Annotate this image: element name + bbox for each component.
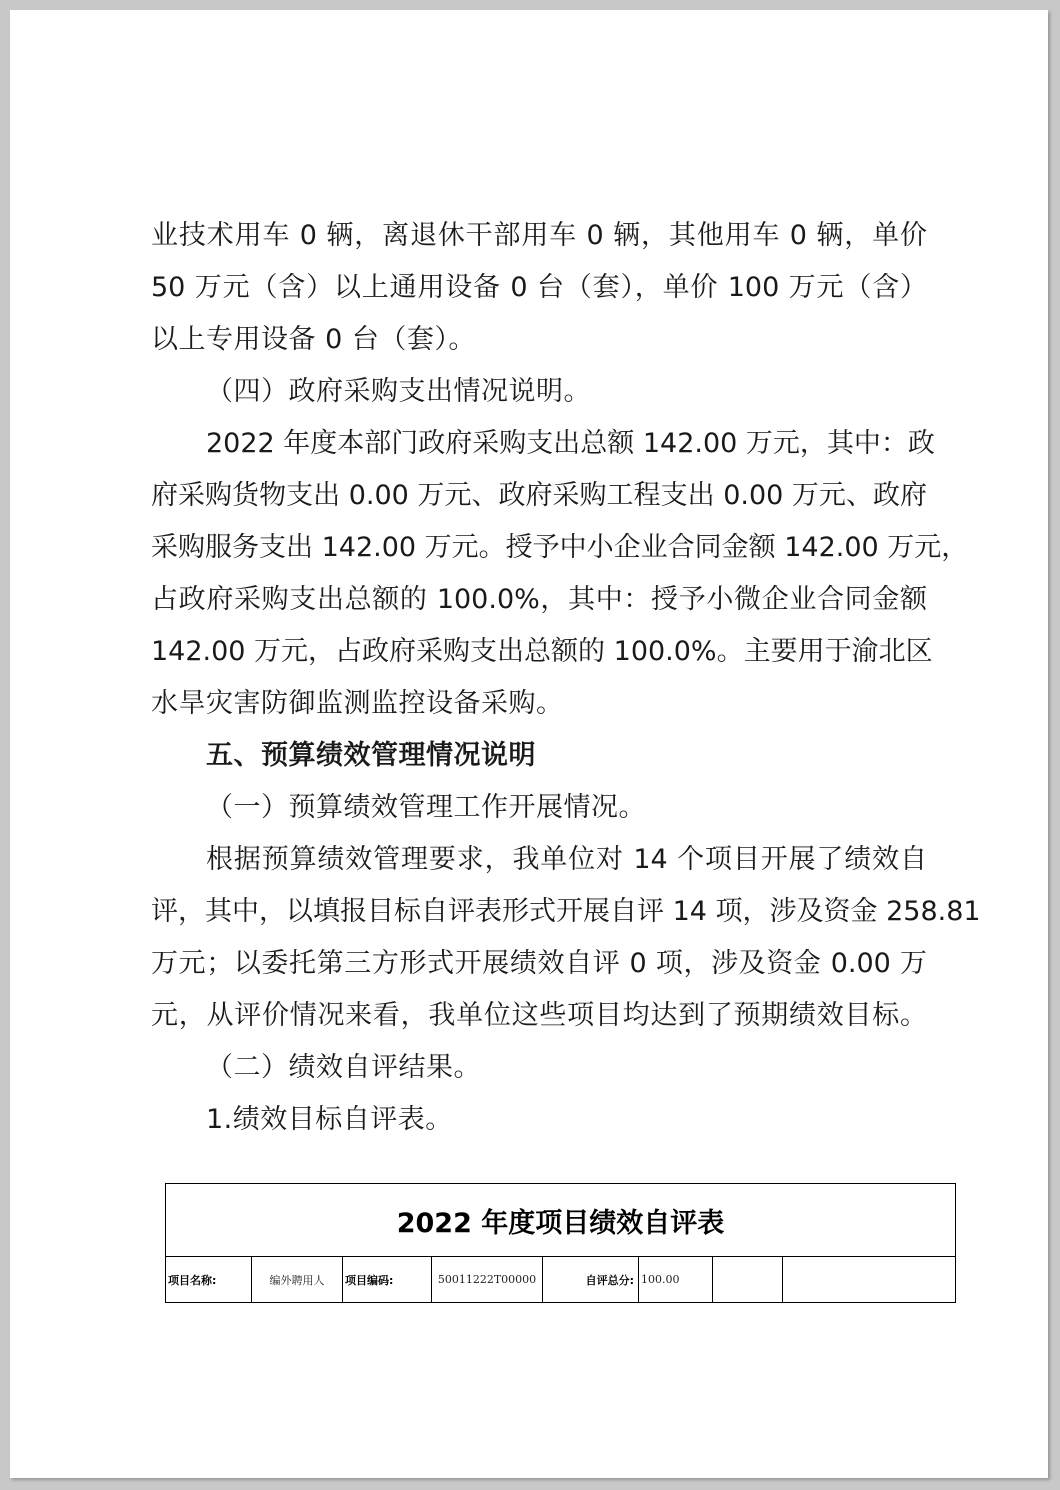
table-title: 2022 年度项目绩效自评表: [166, 1184, 955, 1257]
paragraph-line: 万元；以委托第三方形式开展绩效自评 0 项，涉及资金 0.00 万: [151, 948, 927, 979]
subheading: （一）预算绩效管理工作开展情况。: [206, 792, 646, 823]
paragraph-line: 元，从评价情况来看，我单位这些项目均达到了预期绩效目标。: [151, 1000, 927, 1031]
paragraph-line: 业技术用车 0 辆，离退休干部用车 0 辆，其他用车 0 辆，单价: [151, 220, 927, 251]
performance-table: [165, 1183, 956, 1303]
paragraph-line: 50 万元（含）以上通用设备 0 台（套），单价 100 万元（含）: [151, 272, 927, 303]
project-name-value: 编外聘用人: [252, 1257, 343, 1302]
project-code-label: 项目编码:: [343, 1257, 432, 1302]
paragraph-line: 以上专用设备 0 台（套）。: [151, 324, 476, 355]
subheading: （二）绩效自评结果。: [206, 1052, 481, 1083]
score-label: 自评总分:: [543, 1257, 639, 1302]
paragraph-line: 水旱灾害防御监测监控设备采购。: [151, 688, 564, 719]
paragraph-line: 2022 年度本部门政府采购支出总额 142.00 万元，其中：政: [206, 428, 935, 459]
paragraph-line: 占政府采购支出总额的 100.0%，其中：授予小微企业合同金额: [151, 584, 927, 615]
paragraph-line: 府采购货物支出 0.00 万元、政府采购工程支出 0.00 万元、政府: [151, 480, 927, 511]
paragraph-line: 根据预算绩效管理要求，我单位对 14 个项目开展了绩效自: [206, 844, 927, 875]
paragraph-line: 采购服务支出 142.00 万元。授予中小企业合同金额 142.00 万元，: [151, 532, 969, 563]
paragraph-line: 评，其中，以填报目标自评表形式开展自评 14 项，涉及资金 258.81: [151, 896, 981, 927]
document-page: [10, 10, 1048, 1478]
empty-cell: [713, 1257, 783, 1302]
project-name-label: 项目名称:: [166, 1257, 252, 1302]
project-code-value: 50011222T00000: [432, 1257, 543, 1302]
score-value: 100.00: [639, 1257, 713, 1302]
table-row: [166, 1257, 955, 1302]
paragraph-line: 1.绩效目标自评表。: [206, 1104, 453, 1135]
empty-cell: [783, 1257, 955, 1302]
subheading: （四）政府采购支出情况说明。: [206, 376, 591, 407]
paragraph-line: 142.00 万元，占政府采购支出总额的 100.0%。主要用于渝北区: [151, 636, 933, 667]
section-heading: 五、预算绩效管理情况说明: [206, 740, 536, 771]
